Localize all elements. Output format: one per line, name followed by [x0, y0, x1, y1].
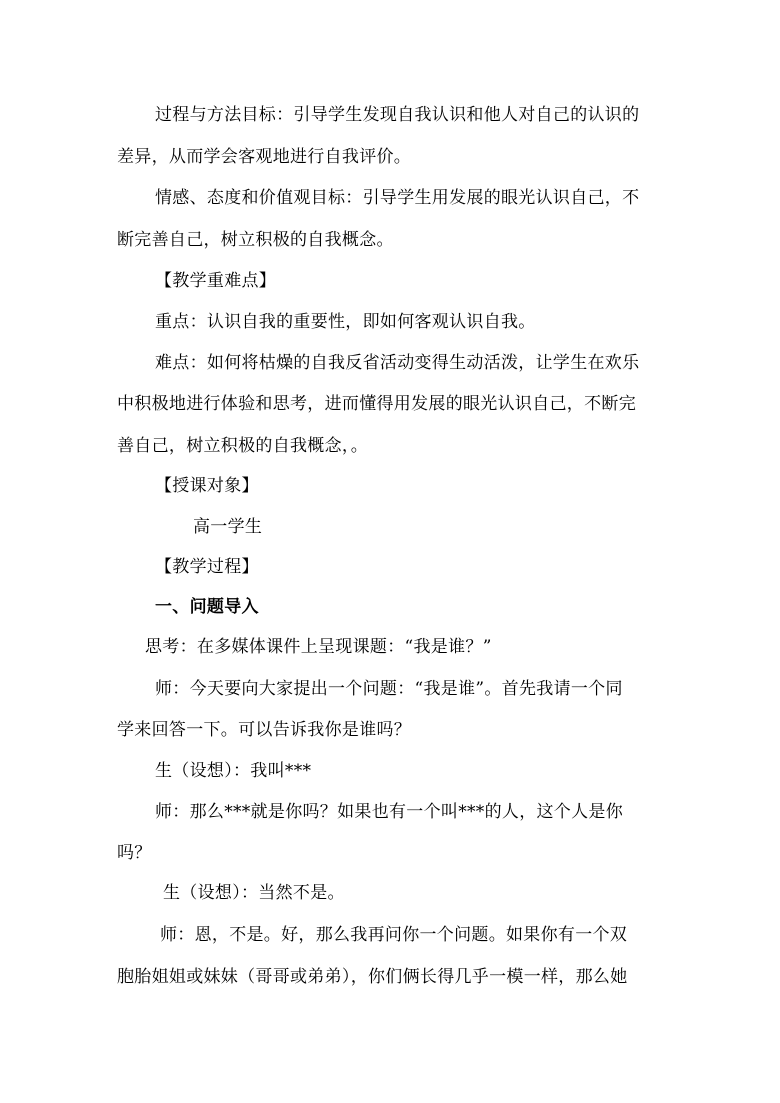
subsection-heading: 一、问题导入 — [155, 597, 259, 617]
text-line: 学来回答一下。可以告诉我你是谁吗？ — [117, 720, 412, 740]
text-line: 胞胎姐姐或妹妹（哥哥或弟弟），你们俩长得几乎一模一样，那么她 — [117, 967, 628, 987]
text-line: 生（设想）：我叫*** — [155, 761, 312, 781]
text-line: 善自己，树立积极的自我概念，。 — [117, 436, 368, 456]
text-line: 吗？ — [117, 843, 152, 863]
text-line: 生（设想）：当然不是。 — [163, 883, 345, 903]
section-heading: 【教学过程】 — [155, 557, 259, 577]
text-line: 过程与方法目标：引导学生发现自我认识和他人对自己的认识的 — [155, 105, 640, 125]
text-line: 情感、态度和价值观目标：引导学生用发展的眼光认识自己，不 — [155, 188, 640, 208]
text-line: 断完善自己，树立积极的自我概念。 — [117, 230, 394, 250]
text-line: 高一学生 — [193, 517, 263, 537]
text-line: 师：那么***就是你吗？如果也有一个叫***的人，这个人是你 — [155, 802, 623, 822]
text-line: 重点：认识自我的重要性，即如何客观认识自我。 — [155, 312, 536, 332]
text-line: 难点：如何将枯燥的自我反省活动变得生动活泼，让学生在欢乐 — [155, 353, 640, 373]
text-line: 师：恩，不是。好，那么我再问你一个问题。如果你有一个双 — [160, 925, 628, 945]
text-line: 思考：在多媒体课件上呈现课题：“我是谁？” — [145, 637, 492, 657]
text-line: 中积极地进行体验和思考，进而懂得用发展的眼光认识自己，不断完 — [117, 394, 636, 414]
section-heading: 【授课对象】 — [155, 476, 259, 496]
text-line: 差异，从而学会客观地进行自我评价。 — [117, 147, 412, 167]
section-heading: 【教学重难点】 — [155, 271, 277, 291]
text-line: 师：今天要向大家提出一个问题：“我是谁”。首先我请一个同 — [155, 679, 623, 699]
